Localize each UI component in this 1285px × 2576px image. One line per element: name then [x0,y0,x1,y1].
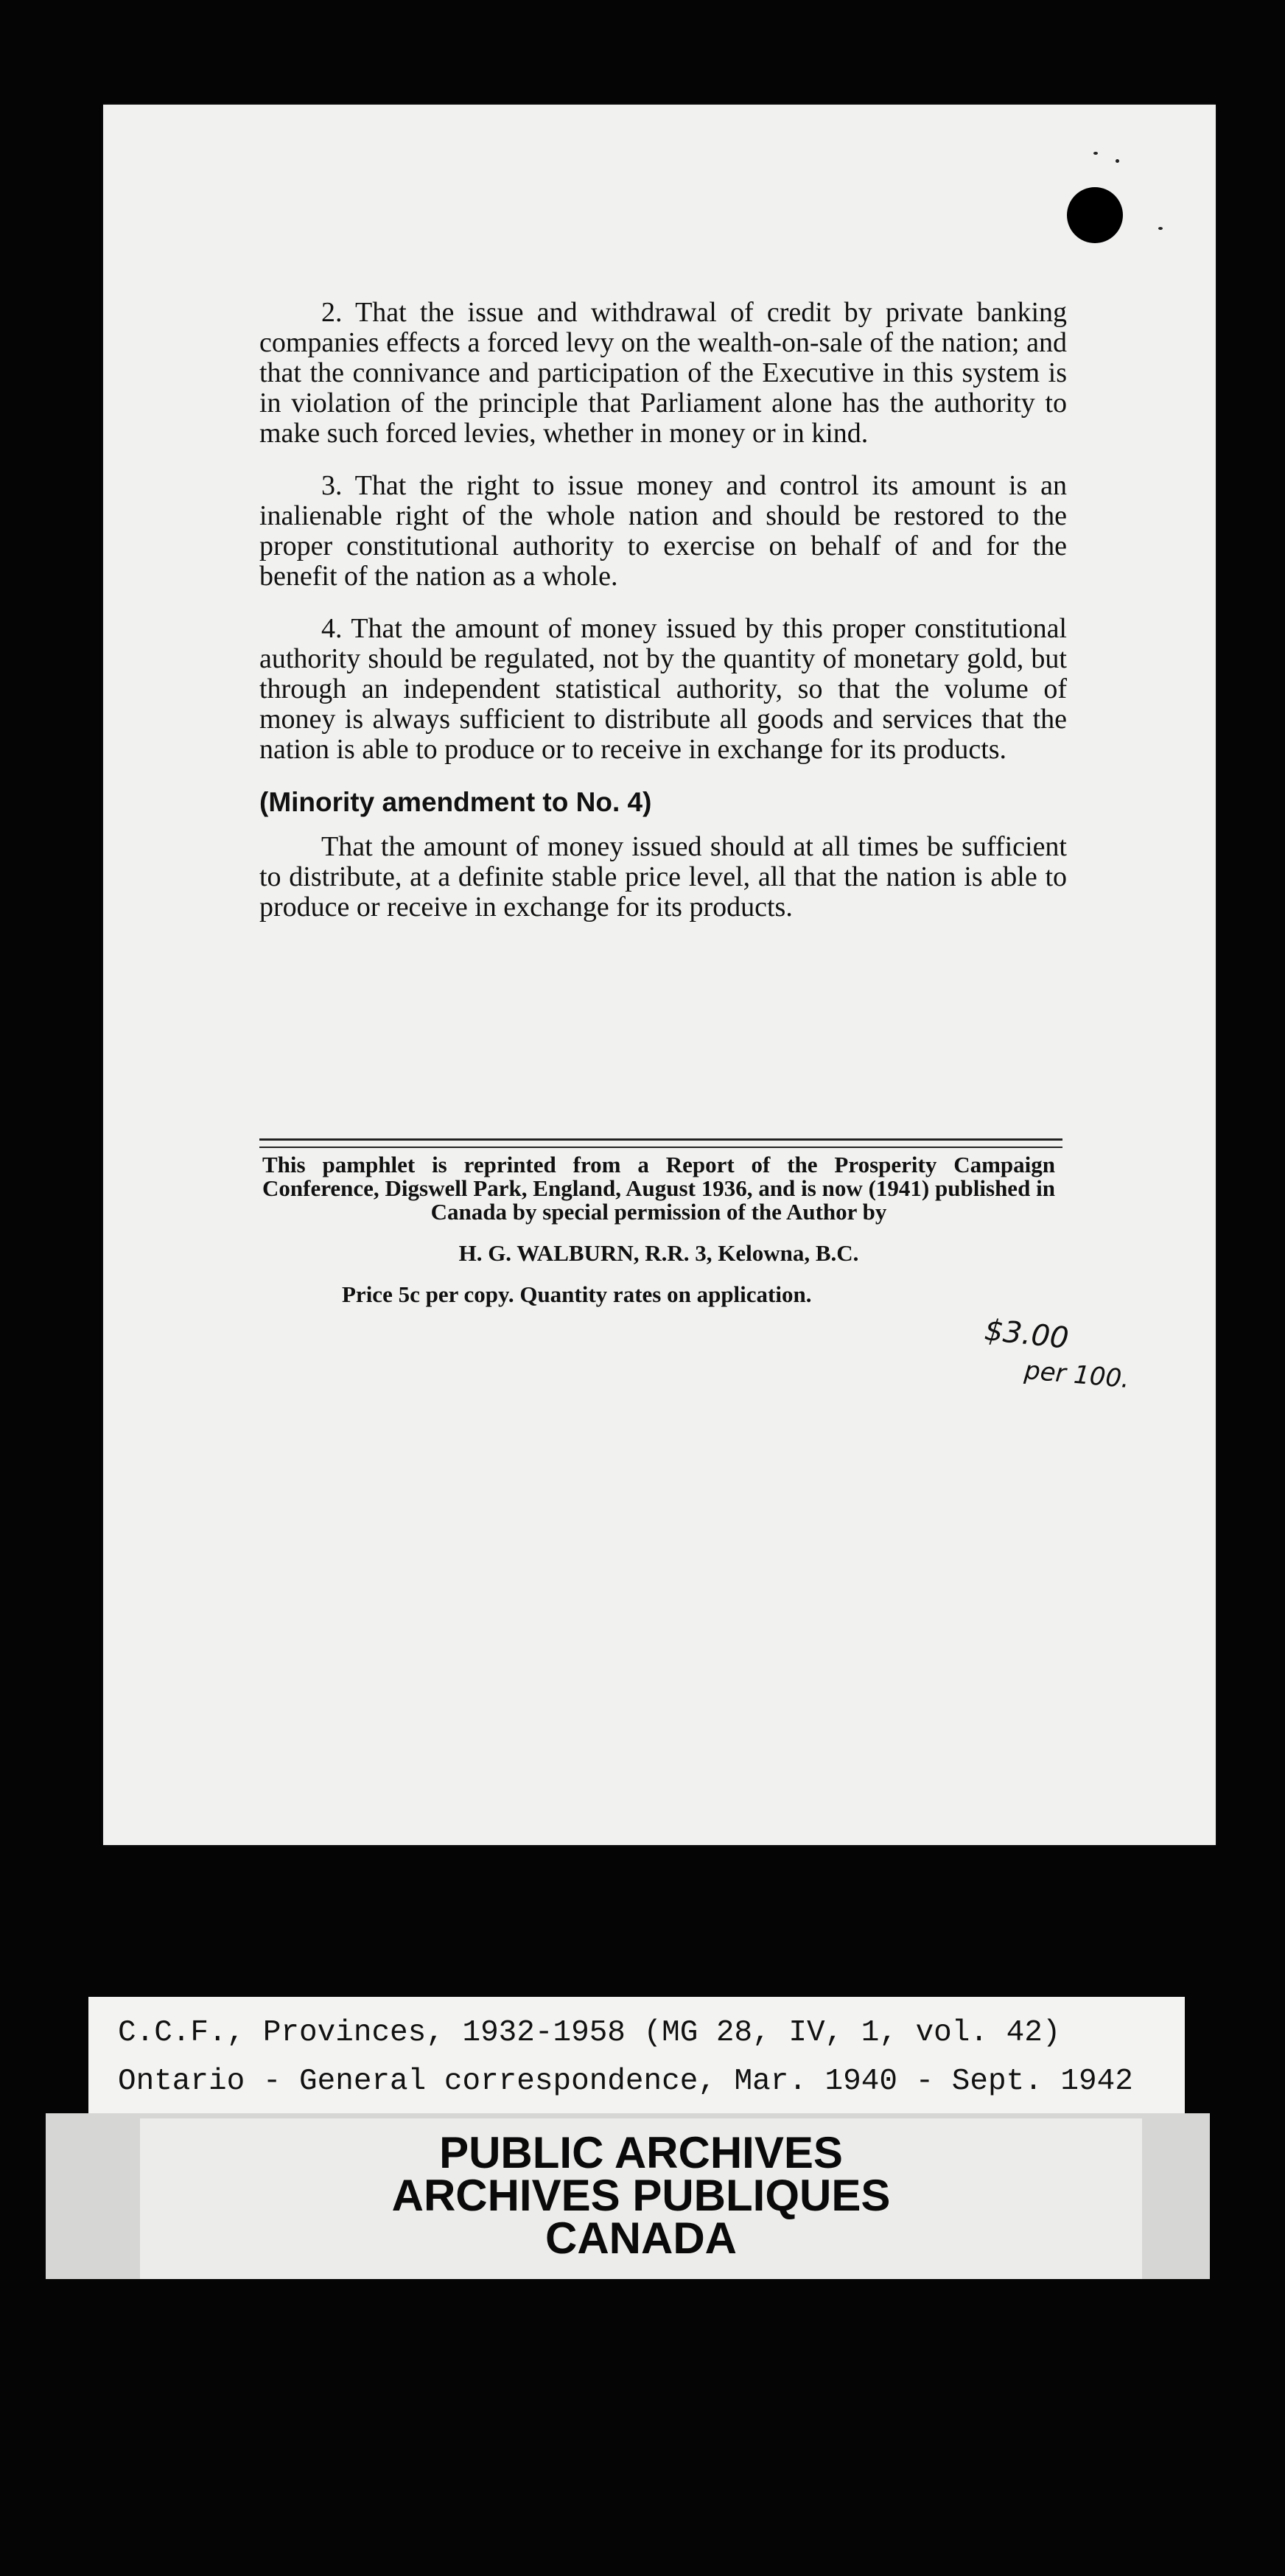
stamp-line-2: ARCHIVES PUBLIQUES [391,2171,891,2220]
author-address: H. G. WALBURN, R.R. 3, Kelowna, B.C. [458,1240,859,1266]
divider-rule [259,1147,1062,1148]
handwritten-price: $3.00 [982,1313,1071,1356]
dust-speck [1093,152,1098,155]
price-line: Price 5c per copy. Quantity rates on application. [342,1281,812,1307]
dust-speck [1158,227,1163,230]
dust-speck [1116,159,1119,163]
archive-label [88,1997,1185,2126]
archive-stamp [140,2128,1142,2263]
paragraph-2: 2. That the issue and withdrawal of credit by private banking companies effects a forced levy on the wealth-on-sale of the nation; and that the connivance and participation of the Executive in this system is in violation of the principle that Parliament alone has the authority to make such forced levies, whether in money or in kind. [259,297,1067,449]
paragraph-3: 3. That the right to issue money and control its amount is an inalienable right of the whole nation and should be restored to the proper constitutional authority to exercise on behalf of and for the benefit of the nation as a whole. [259,470,1067,592]
stamp-line-3: CANADA [545,2213,737,2263]
archive-label-line-2: Ontario - General correspondence, Mar. 1940 - Sept. 1942 [118,2065,1133,2099]
archive-label-line-1: C.C.F., Provinces, 1932-1958 (MG 28, IV, 1, vol. 42) [118,2016,1061,2050]
amendment-text: That the amount of money issued should at all times be sufficient to distribute, at a definite stable price level, all that the nation is able to produce or receive in exchange for its products. [259,831,1067,923]
reprint-note: This pamphlet is reprinted from a Report of the Prosperity Campaign Conference, Digswell Park, England, August 1936, and is now (1941) published in Canada by special permission of the Author by [262,1152,1055,1225]
punch-hole [1067,187,1123,243]
divider-rule [259,1138,1062,1141]
amendment-heading: (Minority amendment to No. 4) [259,787,652,817]
publication-note [262,1153,1055,1306]
handwritten-rate: per 100. [1023,1355,1131,1395]
paragraph-4: 4. That the amount of money issued by this proper constitutional authority should be regulated, not by the quantity of monetary gold, but through an independent statistical authority, so that the volume of money is always sufficient to distribute all goods and services that the nation is able to produce or to receive in exchange for its products. [259,613,1067,765]
pamphlet-body [259,298,1067,945]
stamp-line-1: PUBLIC ARCHIVES [439,2128,843,2177]
